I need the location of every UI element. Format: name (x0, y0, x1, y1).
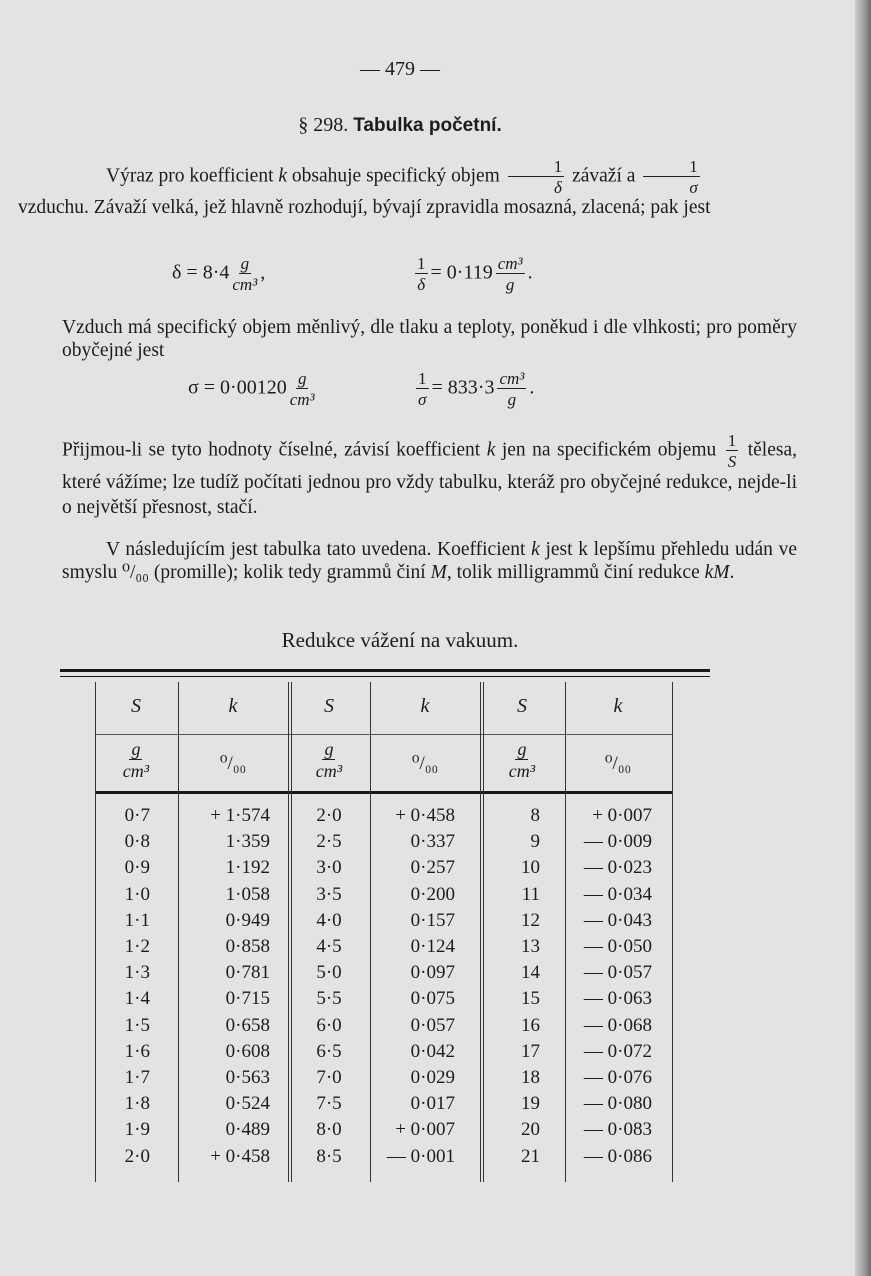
column-header-s: S (517, 695, 527, 717)
cell-s: 1·7 (124, 1067, 150, 1088)
cell-s: 14 (521, 962, 540, 984)
equation-sigma: σ = 0·00120 $\frac{g}{\text{cm³}}$ (188, 369, 315, 409)
cell-s: 13 (521, 936, 540, 957)
cell-s: 12 (521, 909, 540, 931)
column-header-s: S (131, 695, 141, 717)
cell-k: — 0·023 (583, 857, 652, 879)
cell-s: 10 (521, 857, 540, 879)
cell-k: 0·489 (225, 1119, 270, 1141)
fraction-1-sigma: $\frac{1}{\sigma}$ (643, 158, 700, 196)
table-units-rule (95, 734, 673, 735)
table-top-rule-thin (60, 676, 710, 677)
table-top-rule (60, 669, 710, 672)
cell-s: 6·5 (316, 1040, 342, 1062)
section-heading (0, 114, 800, 137)
cell-k: 0·057 (410, 1014, 455, 1036)
cell-s: 21 (521, 1145, 540, 1167)
cell-s: 0·9 (124, 857, 150, 879)
cell-s: 9 (530, 831, 540, 853)
column-header-k: k (228, 695, 238, 717)
unit-permille: ⁰/₀₀ (411, 753, 439, 774)
cell-k: — 0·057 (583, 962, 652, 984)
column-header-s: S (324, 695, 334, 717)
cell-k: 0·781 (225, 962, 270, 984)
cell-s: 2·0 (316, 805, 342, 826)
cell-k: — 0·043 (583, 909, 652, 931)
cell-s: 3·0 (316, 857, 342, 879)
equation-inverse-sigma: $\frac{1}{\sigma}$ = 833·3 $\frac{\text{cm³}}{g}$ . (418, 369, 535, 409)
cell-s: 5·0 (316, 962, 342, 984)
paragraph-2: Vzduch má specifický objem měnlivý, dle tlaku a teploty, poněkud i dle vlhkosti; pro poměry obyčejné jest (62, 317, 797, 361)
cell-k: 0·097 (410, 962, 455, 984)
cell-s: 1·8 (124, 1093, 150, 1115)
cell-s: 18 (521, 1067, 540, 1088)
cell-k: 0·017 (410, 1093, 455, 1115)
cell-k: 0·858 (225, 936, 270, 957)
cell-k: 0·257 (410, 857, 455, 879)
cell-s: 16 (521, 1014, 540, 1036)
cell-s: 5·5 (316, 988, 342, 1010)
column-header-k: k (613, 695, 623, 717)
cell-s: 1·6 (124, 1040, 150, 1062)
page-number: — 479 — (360, 58, 440, 80)
cell-s: 2·0 (124, 1145, 150, 1167)
cell-k: 0·337 (410, 831, 455, 853)
equation-inverse-delta: $\frac{1}{\delta}$ = 0·119 $\frac{\text{cm³}}{g}$ . (417, 254, 533, 294)
cell-k: + 0·458 (210, 1145, 270, 1167)
cell-s: 11 (521, 883, 540, 905)
cell-s: 1·4 (124, 988, 150, 1010)
cell-s: 4·0 (316, 909, 342, 931)
cell-s: 17 (521, 1040, 540, 1062)
cell-k: 0·524 (225, 1093, 270, 1115)
cell-k: 0·029 (410, 1067, 455, 1088)
cell-s: 1·9 (124, 1119, 150, 1141)
table-title: Redukce vážení na vakuum. (281, 628, 519, 652)
table-header-rule (95, 791, 673, 794)
cell-k: — 0·072 (583, 1040, 652, 1062)
cell-s: 6·0 (316, 1014, 342, 1036)
cell-k: 0·042 (410, 1040, 455, 1062)
cell-k: — 0·034 (583, 883, 652, 905)
unit-g-per-cm3: $\frac{g}{\text{cm³}}$ (122, 739, 150, 781)
cell-k: 1·359 (225, 831, 270, 853)
cell-s: 20 (521, 1119, 540, 1141)
cell-k: 1·058 (225, 883, 270, 905)
cell-k: 0·608 (225, 1040, 270, 1062)
cell-k: — 0·001 (386, 1145, 455, 1167)
cell-s: 1·5 (124, 1014, 150, 1036)
cell-k: — 0·076 (583, 1067, 652, 1088)
paragraph-3: Přijmou-li se tyto hodnoty číselné, závisí koefficient k jen na specifickém objemu $\frac{1}{S}$ tělesa, které vážíme; lze tudíž počítati jednou pro vždy tabulku, kteráž pro obyčejné redukce, nejde-li o největší přesnost, stačí. (62, 431, 797, 518)
cell-s: 8 (530, 805, 540, 826)
cell-s: 0·8 (124, 831, 150, 853)
unit-g-per-cm3: $\frac{g}{\text{cm³}}$ (315, 739, 343, 781)
cell-s: 1·1 (124, 909, 150, 931)
cell-s: 15 (521, 988, 540, 1010)
cell-s: 3·5 (316, 883, 342, 905)
cell-s: 4·5 (316, 936, 342, 957)
column-header-k: k (420, 695, 430, 717)
cell-s: 2·5 (316, 831, 342, 853)
cell-k: — 0·068 (583, 1014, 652, 1036)
cell-k: + 0·007 (395, 1119, 455, 1141)
page-binding-edge (855, 0, 871, 1276)
cell-k: + 0·007 (592, 805, 652, 826)
cell-s: 8·0 (316, 1119, 342, 1141)
cell-k: 0·200 (410, 883, 455, 905)
cell-k: — 0·083 (583, 1119, 652, 1141)
paragraph-1: Výraz pro koefficient k obsahuje specifický objem $\frac{1}{\delta}$ závaží a $\frac{1}{\sigma}$ vzduchu. Závaží velká, jež hlavně rozhodují, bývají zpravidla mosazná, zlacená; pak jest (18, 157, 711, 218)
column-divider (672, 682, 673, 1182)
cell-k: 0·563 (225, 1067, 270, 1088)
cell-s: 8·5 (316, 1145, 342, 1167)
section-title: Tabulka početní. (353, 115, 502, 136)
cell-s: 7·0 (316, 1067, 342, 1088)
cell-s: 1·3 (124, 962, 150, 984)
unit-permille: ⁰/₀₀ (219, 753, 247, 774)
cell-k: — 0·050 (583, 936, 652, 957)
unit-permille: ⁰/₀₀ (604, 753, 632, 774)
cell-s: 1·2 (124, 936, 150, 957)
equation-delta: δ = 8·4 $\frac{g}{\text{cm³}}$ , (172, 254, 266, 294)
cell-s: 0·7 (124, 805, 150, 826)
cell-k: 0·124 (410, 936, 455, 957)
cell-k: 1·192 (225, 857, 270, 879)
cell-k: — 0·086 (583, 1145, 652, 1167)
cell-k: 0·949 (225, 909, 270, 931)
cell-k: + 0·458 (395, 805, 455, 826)
cell-s: 7·5 (316, 1093, 342, 1115)
section-number: § 298. (298, 114, 349, 136)
cell-k: 0·658 (225, 1014, 270, 1036)
cell-k: — 0·009 (583, 831, 652, 853)
cell-k: — 0·080 (583, 1093, 652, 1115)
cell-k: 0·715 (225, 988, 270, 1010)
cell-k: 0·157 (410, 909, 455, 931)
unit-g-per-cm3: $\frac{g}{\text{cm³}}$ (508, 739, 536, 781)
cell-k: 0·075 (410, 988, 455, 1010)
fraction-1-delta: $\frac{1}{\delta}$ (508, 158, 565, 196)
cell-s: 19 (521, 1093, 540, 1115)
cell-k: — 0·063 (583, 988, 652, 1010)
cell-s: 1·0 (124, 883, 150, 905)
cell-k: + 1·574 (210, 805, 270, 826)
paragraph-4: V následujícím jest tabulka tato uvedena. Koefficient k jest k lepšímu přehledu udán ve smyslu ⁰/₀₀ (promille); kolik tedy grammů činí M, tolik milligrammů činí redukce kM. (62, 539, 797, 583)
